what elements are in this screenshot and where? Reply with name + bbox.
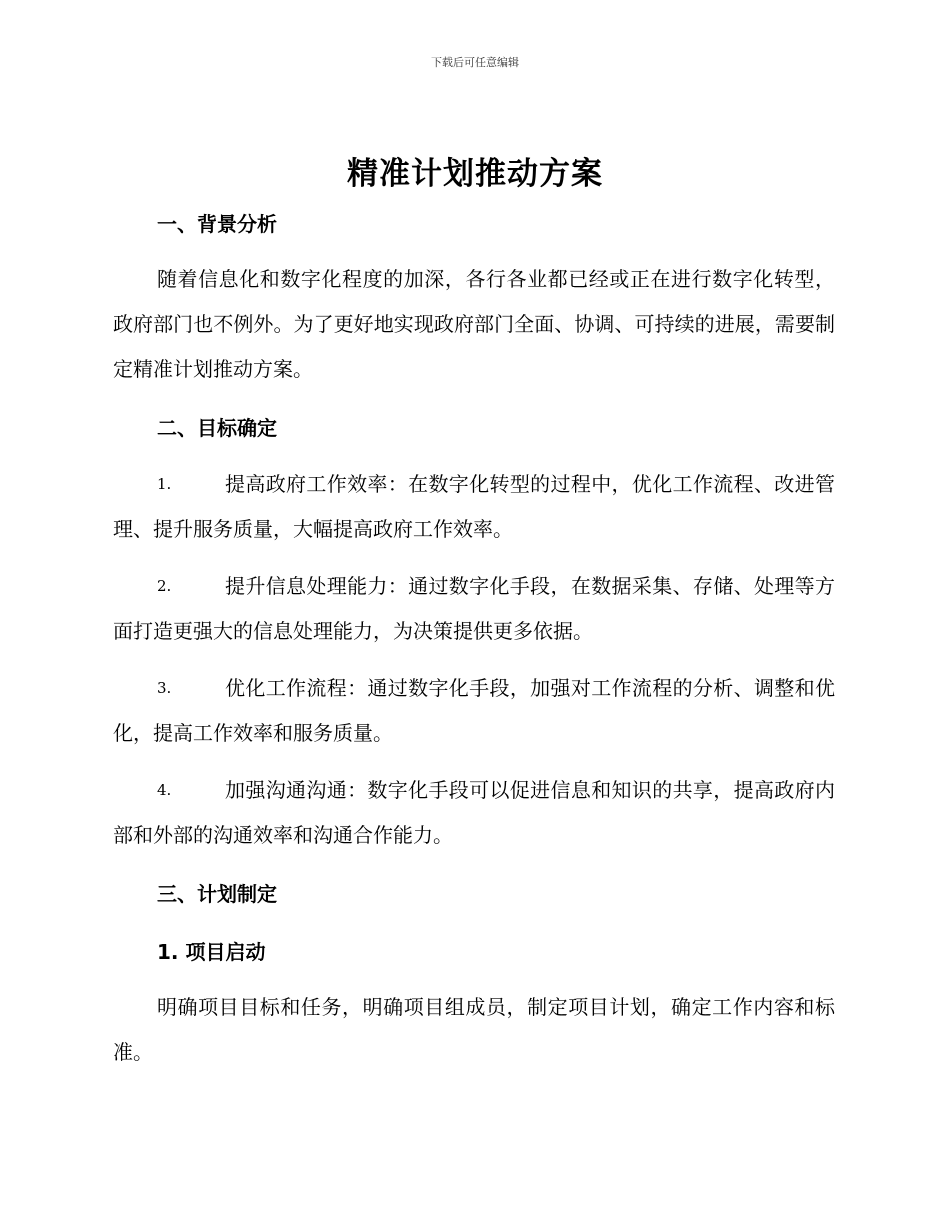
section-heading-plan: 三、计划制定 xyxy=(157,882,277,906)
section-heading-background: 一、背景分析 xyxy=(157,212,277,236)
background-paragraph: 随着信息化和数字化程度的加深，各行各业都已经或正在进行数字化转型，政府部门也不例外。为了更好地实现政府部门全面、协调、可持续的进展，需要制定精准计划推动方案。 xyxy=(113,267,835,381)
document-title: 精准计划推动方案 xyxy=(347,156,603,192)
section-heading-goals: 二、目标确定 xyxy=(157,416,277,440)
goal-item-text: 加强沟通沟通：数字化手段可以促进信息和知识的共享，提高政府内部和外部的沟通效率和沟通合作能力。 xyxy=(113,778,835,847)
goal-item-number: 4. xyxy=(157,781,172,799)
goal-item-text: 提升信息处理能力：通过数字化手段，在数据采集、存储、处理等方面打造更强大的信息处理能力，为决策提供更多依据。 xyxy=(113,574,835,643)
header-note: 下载后可任意编辑 xyxy=(431,56,519,69)
goal-item-number: 2. xyxy=(157,577,172,595)
goal-item-3 xyxy=(113,666,835,756)
goal-item-4 xyxy=(113,768,835,858)
subsection-heading-project-start: 1. 项目启动 xyxy=(157,940,266,964)
goal-item-2 xyxy=(113,564,835,654)
goal-item-text: 优化工作流程：通过数字化手段，加强对工作流程的分析、调整和优化，提高工作效率和服务质量。 xyxy=(113,676,835,745)
goal-item-number: 1. xyxy=(157,475,172,493)
goal-item-number: 3. xyxy=(157,679,172,697)
goal-item-text: 提高政府工作效率：在数字化转型的过程中，优化工作流程、改进管理、提升服务质量，大幅提高政府工作效率。 xyxy=(113,472,835,541)
goal-item-1 xyxy=(113,462,835,552)
project-start-paragraph: 明确项目目标和任务，明确项目组成员，制定项目计划，确定工作内容和标准。 xyxy=(113,995,835,1064)
